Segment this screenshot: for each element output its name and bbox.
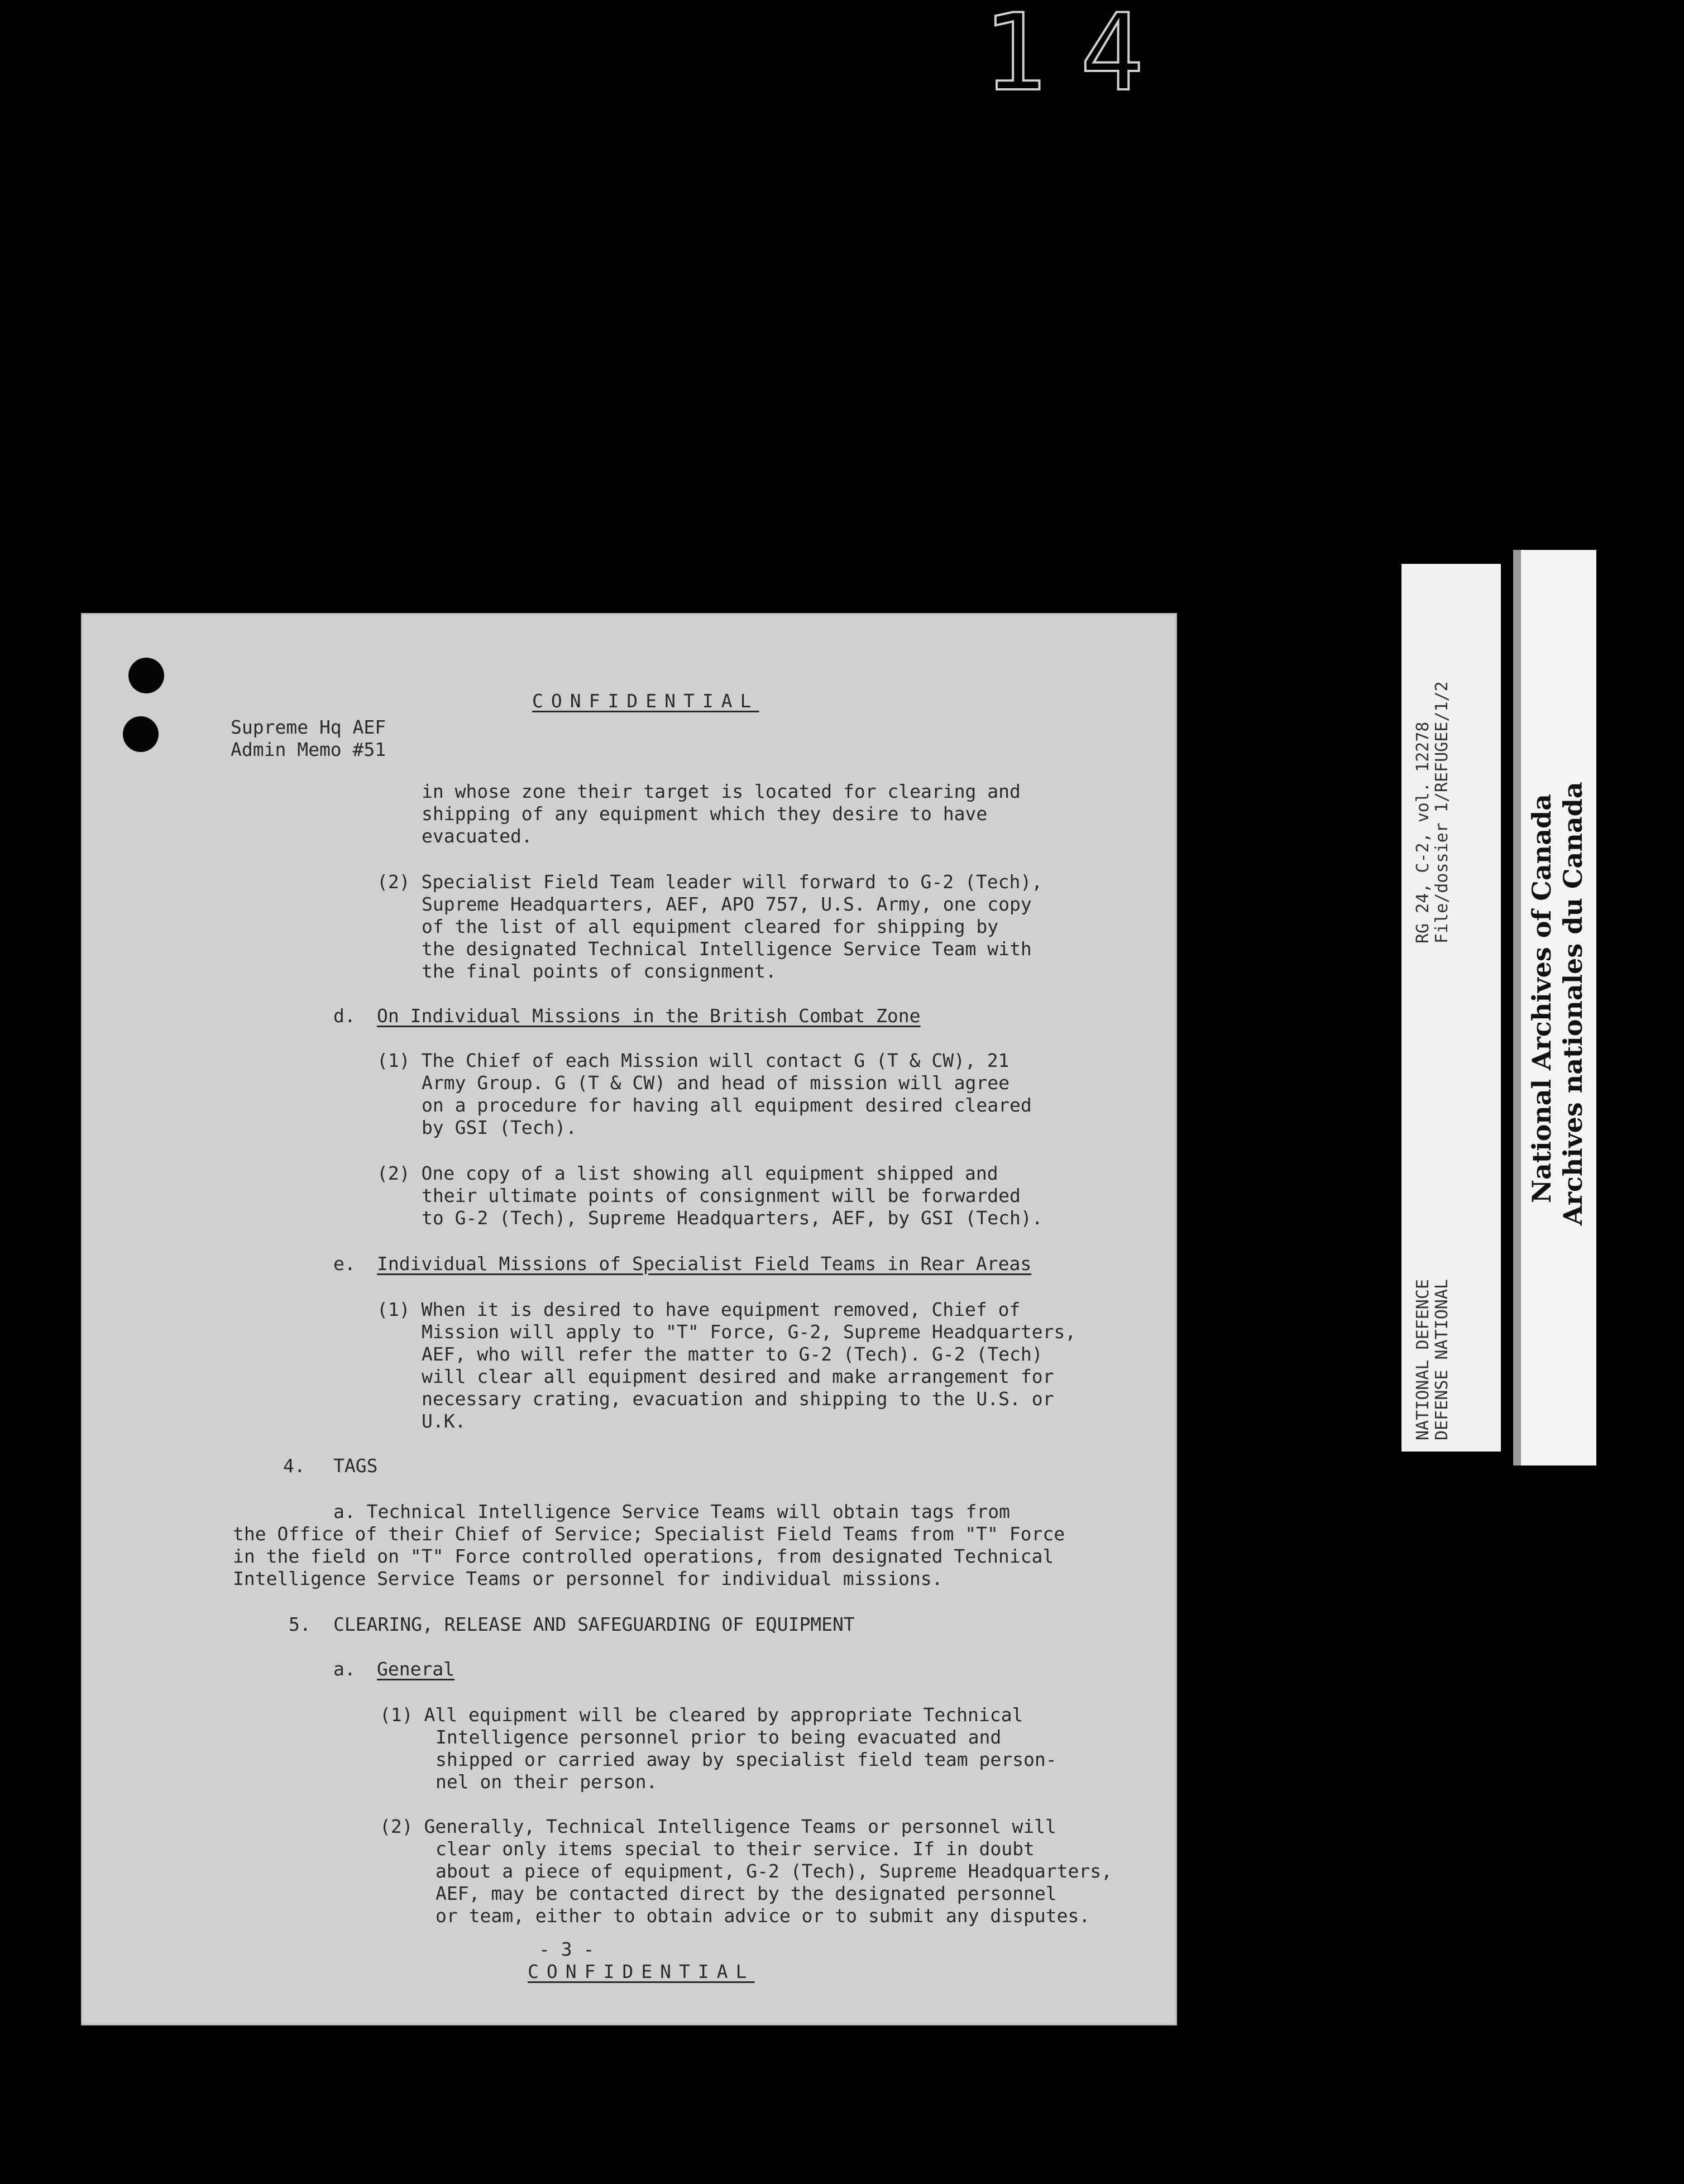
section-number: 4. [283, 1455, 305, 1477]
body-line: shipping of any equipment which they desire to have [422, 803, 988, 825]
body-line: Intelligence personnel prior to being evacuated and [436, 1726, 1002, 1748]
body-line: to G-2 (Tech), Supreme Headquarters, AEF, by GSI (Tech). [422, 1207, 1043, 1229]
body-line: will clear all equipment desired and make arrangement for [422, 1366, 1054, 1387]
reference-line2: File/dossier 1/REFUGEE/1/2 [1432, 681, 1452, 943]
section-heading: General [377, 1658, 455, 1680]
body-line: Army Group. G (T & CW) and head of mission will agree [422, 1072, 1010, 1094]
body-line: the final points of consignment. [422, 960, 777, 982]
frame-number: 14 [983, 0, 1178, 114]
body-line: in whose zone their target is located for clearing and [422, 780, 1021, 802]
footer-classification: CONFIDENTIAL [528, 1961, 755, 1982]
body-line: the designated Technical Intelligence Service Team with [422, 938, 1032, 960]
body-line: a. Technical Intelligence Service Teams will obtain tags from [333, 1501, 1010, 1522]
body-line: of the list of all equipment cleared for shipping by [422, 916, 999, 937]
punch-hole-bottom [123, 716, 159, 752]
body-line: AEF, who will refer the matter to G-2 (Tech). G-2 (Tech) [422, 1343, 1043, 1365]
body-line: in the field on "T" Force controlled operations, from designated Technical [233, 1545, 1054, 1567]
body-line: Mission will apply to "T" Force, G-2, Supreme Headquarters, [422, 1321, 1077, 1343]
body-line: Supreme Headquarters, AEF, APO 757, U.S. Army, one copy [422, 893, 1032, 915]
body-line: (2) One copy of a list showing all equipment shipped and [377, 1162, 998, 1184]
archive-name-strip [1513, 550, 1596, 1465]
section-marker: e. [333, 1253, 356, 1275]
body-line: shipped or carried away by specialist field team person- [436, 1749, 1057, 1770]
section-title: TAGS [333, 1455, 378, 1477]
section-title: CLEARING, RELEASE AND SAFEGUARDING OF EQUIPMENT [333, 1613, 855, 1635]
body-line: Intelligence Service Teams or personnel for individual missions. [233, 1568, 943, 1589]
body-line: (1) All equipment will be cleared by appropriate Technical [380, 1704, 1023, 1726]
body-line: (1) The Chief of each Mission will contact G (T & CW), 21 [377, 1050, 1010, 1071]
body-line: (2) Generally, Technical Intelligence Teams or personnel will [380, 1816, 1056, 1837]
body-line: AEF, may be contacted direct by the designated personnel [436, 1883, 1057, 1904]
archive-name-french: Archives nationales du Canada [1558, 782, 1588, 1225]
body-line: necessary crating, evacuation and shipping to the U.S. or [422, 1388, 1054, 1410]
body-line: their ultimate points of consignment will be forwarded [422, 1185, 1021, 1206]
body-line: by GSI (Tech). [422, 1117, 577, 1138]
department-line2: DEFENSE NATIONAL [1432, 1279, 1452, 1440]
punch-hole-top [128, 658, 164, 693]
body-line: (2) Specialist Field Team leader will forward to G-2 (Tech), [377, 871, 1043, 893]
section-number: 5. [289, 1613, 311, 1635]
section-heading: Individual Missions of Specialist Field Teams in Rear Areas [377, 1253, 1032, 1275]
section-marker: d. [333, 1005, 356, 1027]
archive-reference-strip [1401, 564, 1501, 1452]
body-line: U.K. [422, 1410, 466, 1432]
body-line: evacuated. [422, 825, 533, 847]
header-classification: CONFIDENTIAL [532, 690, 759, 712]
body-line: the Office of their Chief of Service; Specialist Field Teams from "T" Force [233, 1523, 1065, 1545]
body-line: clear only items special to their service. If in doubt [436, 1838, 1035, 1860]
archive-name-english: National Archives of Canada [1527, 794, 1557, 1203]
section-marker: a. [333, 1658, 356, 1680]
body-line: (1) When it is desired to have equipment removed, Chief of [377, 1299, 1021, 1320]
body-line: nel on their person. [436, 1771, 658, 1793]
body-line: on a procedure for having all equipment desired cleared [422, 1094, 1032, 1116]
department-line1: NATIONAL DEFENCE [1413, 1279, 1433, 1440]
header-source-line2: Admin Memo #51 [231, 739, 386, 760]
footer-page-number: - 3 - [539, 1938, 595, 1960]
body-line: or team, either to obtain advice or to submit any disputes. [436, 1905, 1090, 1927]
body-line: about a piece of equipment, G-2 (Tech), Supreme Headquarters, [436, 1860, 1112, 1882]
header-source-line1: Supreme Hq AEF [231, 716, 386, 738]
section-heading: On Individual Missions in the British Combat Zone [377, 1005, 921, 1027]
reference-line1: RG 24, C-2, vol. 12278 [1413, 721, 1433, 943]
document-page [81, 613, 1177, 2025]
